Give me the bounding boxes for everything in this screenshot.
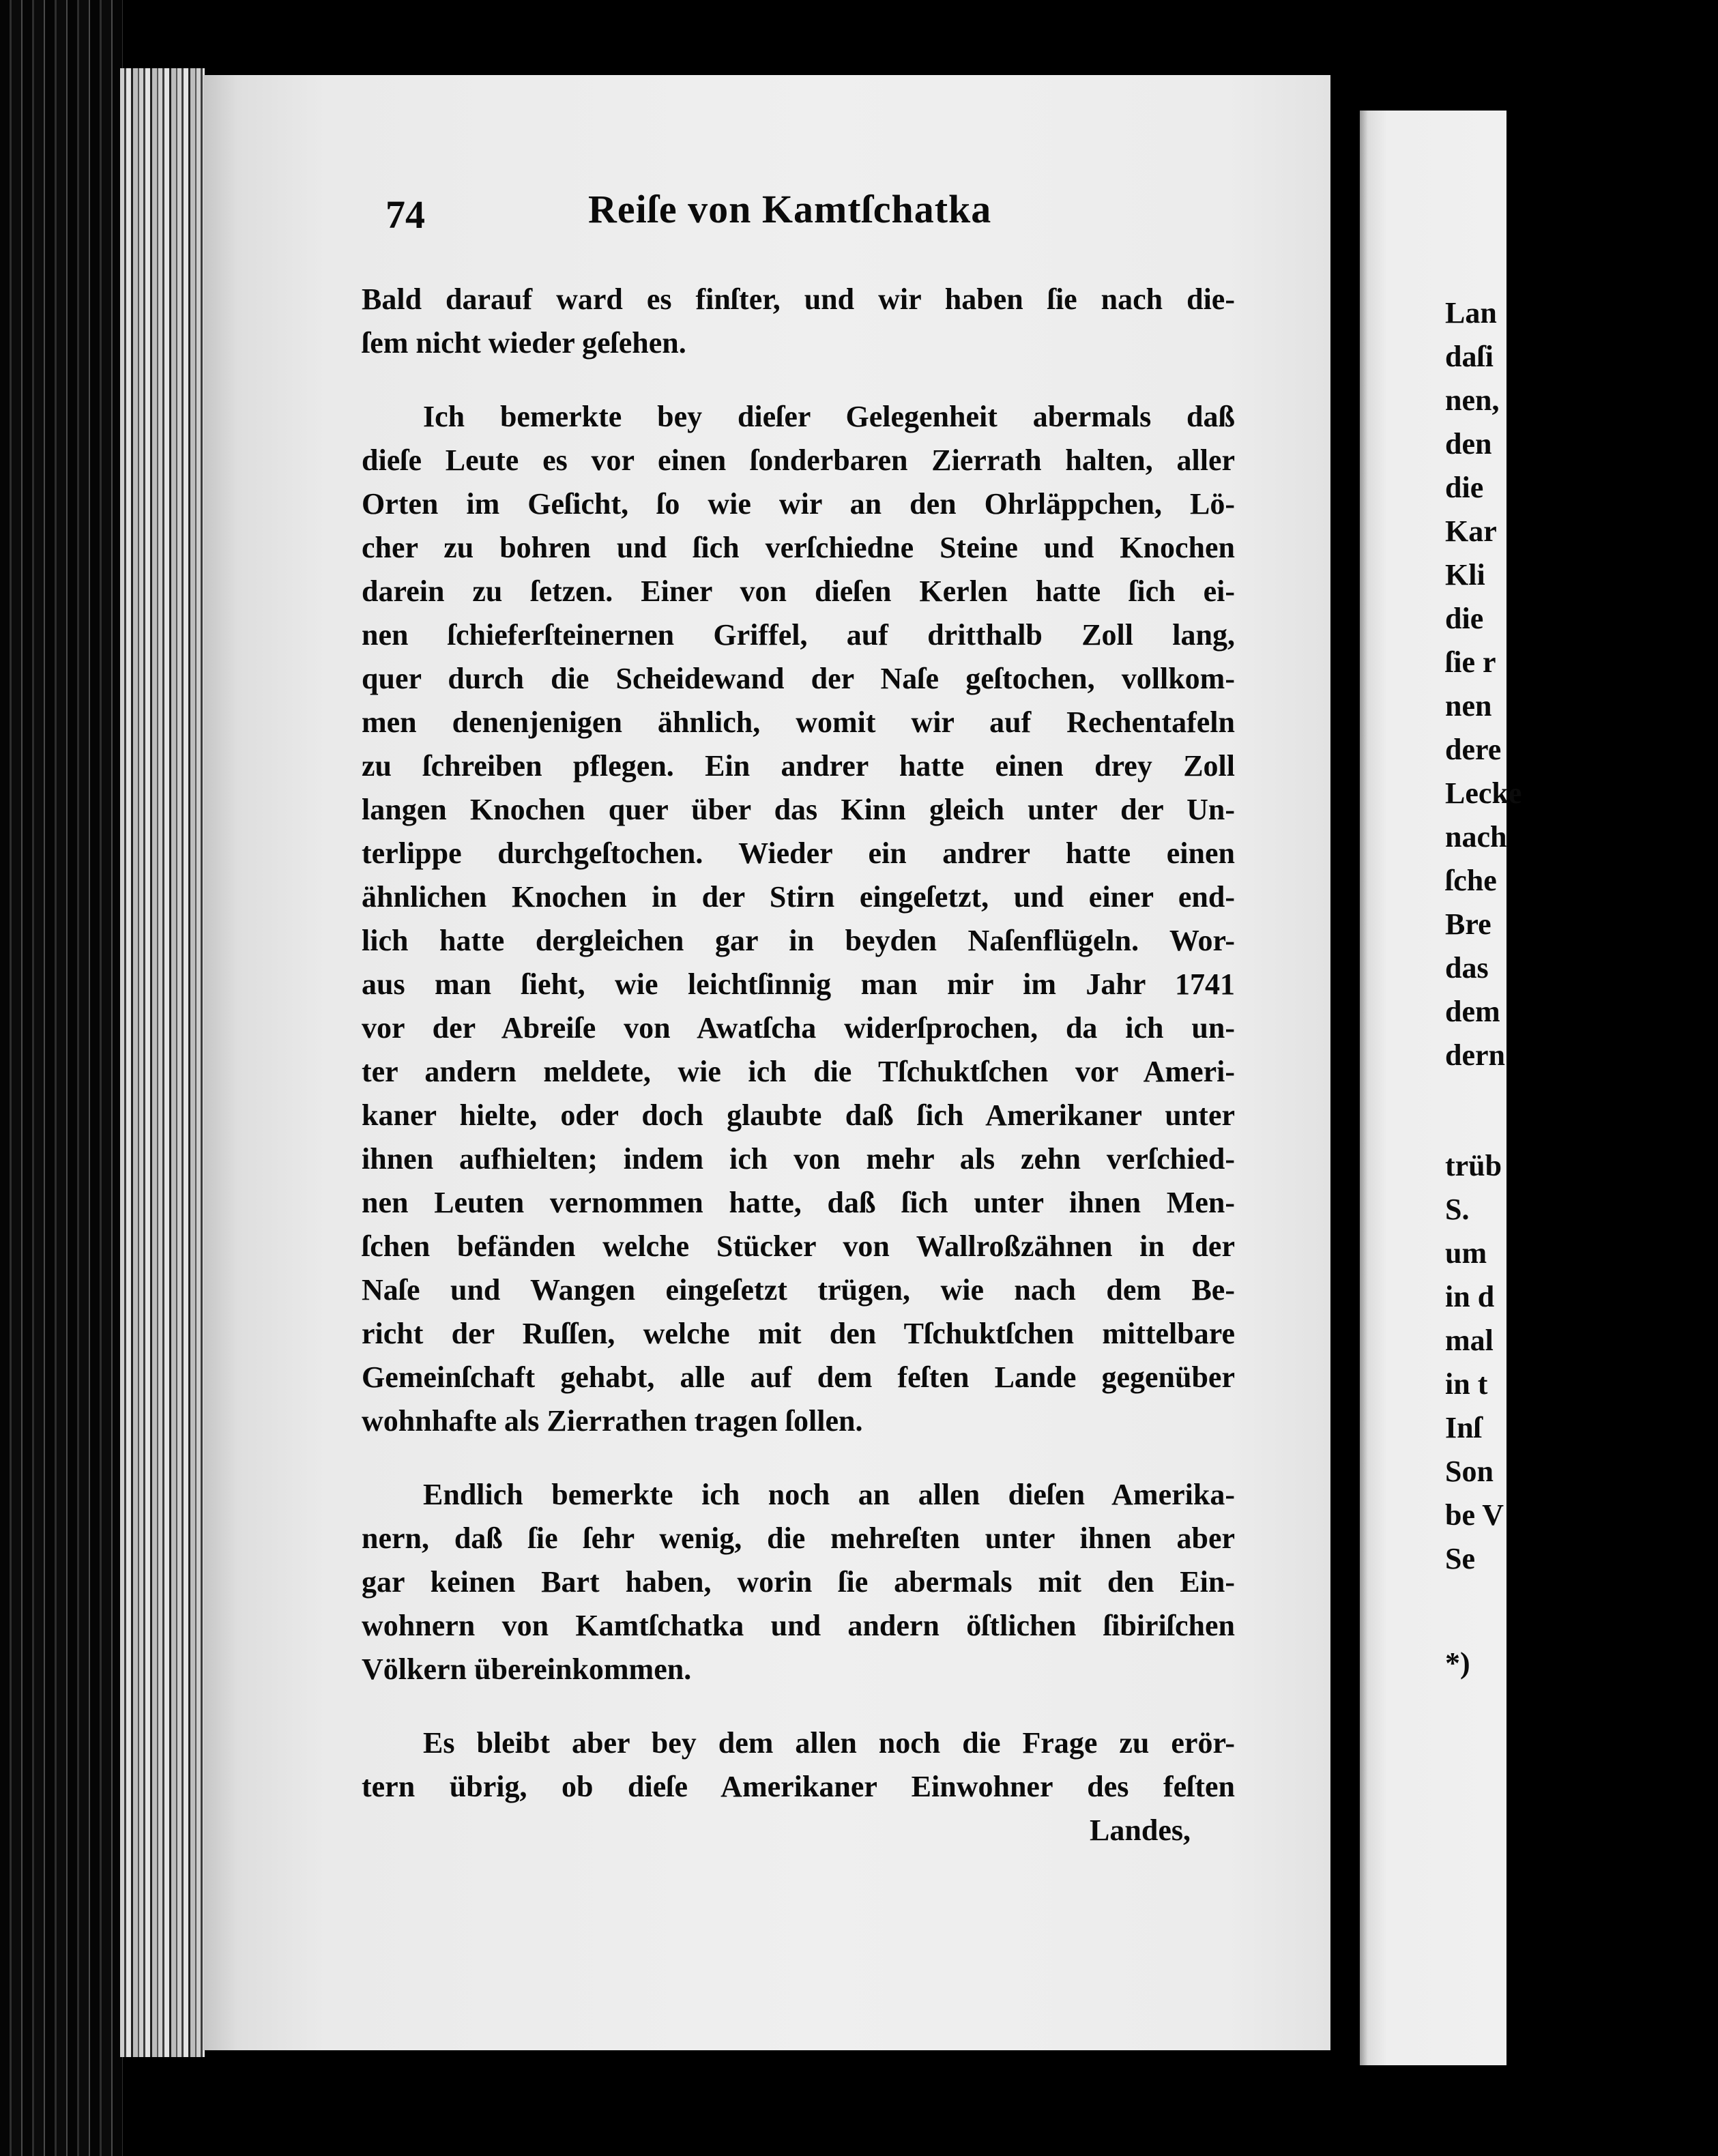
text-line: langen Knochen quer über das Kinn gleich unter der Un- [362, 793, 1235, 826]
text-line: tern übrig, ob dieſe Amerikaner Einwohner des feſten [362, 1770, 1235, 1803]
text-line: vor der Abreiſe von Awatſcha widerſprochen, da ich un- [362, 1011, 1235, 1045]
main-text-block [362, 278, 1235, 1852]
facing-text-line: das [1445, 951, 1489, 985]
facing-text-line: mal [1445, 1324, 1494, 1357]
text-line: wohnern von Kamtſchatka und andern öſtlichen ſibiriſchen [362, 1609, 1235, 1642]
facing-text-line: daſi [1445, 340, 1494, 373]
facing-text-line: nen [1445, 689, 1492, 723]
facing-text-line: Inſ [1445, 1411, 1482, 1444]
facing-page-text [1445, 291, 1718, 1685]
paragraphs [362, 278, 1235, 1809]
page-number: 74 [385, 192, 425, 237]
text-line: Bald darauf ward es finſter, und wir haben ſie nach die- [362, 282, 1235, 316]
facing-text-line: Bre [1445, 907, 1491, 941]
facing-text-line: dem [1445, 995, 1500, 1028]
text-line: darein zu ſetzen. Einer von dieſen Kerlen hatte ſich ei- [362, 574, 1235, 608]
page-edges [120, 68, 205, 2057]
facing-text-line: Son [1445, 1455, 1494, 1488]
text-line: Ich bemerkte bey dieſer Gelegenheit abermals daß [423, 400, 1235, 433]
facing-text-line: dern [1445, 1038, 1505, 1072]
text-line: Es bleibt aber bey dem allen noch die Frage zu erör- [423, 1726, 1235, 1760]
facing-text-line: ſche [1445, 864, 1497, 897]
facing-text-line: den [1445, 427, 1492, 461]
facing-text-line: Lan [1445, 296, 1497, 330]
text-line: quer durch die Scheidewand der Naſe geſtochen, vollkom- [362, 662, 1235, 695]
facing-text-line: be V [1445, 1498, 1504, 1532]
text-line: nen ſchieferſteinernen Griffel, auf dritthalb Zoll lang, [362, 618, 1235, 652]
text-line: dieſe Leute es vor einen ſonderbaren Zierrath halten, aller [362, 443, 1235, 477]
text-line: aus man ſieht, wie leichtſinnig man mir im Jahr 1741 [362, 967, 1235, 1001]
facing-page [1360, 111, 1522, 2065]
text-line: Endlich bemerkte ich noch an allen dieſen Amerika- [423, 1478, 1235, 1511]
running-head: Reiſe von Kamtſchatka [588, 187, 992, 231]
text-line: nern, daß ſie ſehr wenig, die mehreſten unter ihnen aber [362, 1521, 1235, 1555]
facing-text-line: ſie r [1445, 645, 1496, 679]
text-line: ähnlichen Knochen in der Stirn eingeſetzt, und einer end- [362, 880, 1235, 914]
facing-text-line: in d [1445, 1280, 1495, 1313]
facing-line-group [1445, 291, 1718, 1077]
facing-text-line: die [1445, 602, 1484, 635]
paragraph [362, 1473, 1235, 1691]
paragraph [362, 1721, 1235, 1809]
facing-line-group [1445, 1144, 1718, 1581]
text-line: ſem nicht wieder geſehen. [362, 326, 686, 360]
text-line: ihnen aufhielten; indem ich von mehr als zehn verſchied- [362, 1142, 1235, 1176]
facing-text-line: um [1445, 1236, 1487, 1270]
text-line: ter andern meldete, wie ich die Tſchuktſchen vor Ameri- [362, 1055, 1235, 1088]
text-line: Völkern übereinkommen. [362, 1652, 692, 1686]
paragraph [362, 395, 1235, 1443]
facing-text-line: Kli [1445, 558, 1485, 592]
catchword: Landes, [1090, 1813, 1191, 1847]
text-line: kaner hielte, oder doch glaubte daß ſich Amerikaner unter [362, 1098, 1235, 1132]
text-line: Orten im Geſicht, ſo wie wir an den Ohrläppchen, Lö- [362, 487, 1235, 521]
text-line: lich hatte dergleichen gar in beyden Naſenflügeln. Wor- [362, 924, 1235, 957]
text-line: zu ſchreiben pflegen. Ein andrer hatte einen drey Zoll [362, 749, 1235, 783]
facing-text-line: nen, [1445, 383, 1500, 417]
text-line: men denenjenigen ähnlich, womit wir auf Rechentafeln [362, 705, 1235, 739]
facing-text-line: Se [1445, 1542, 1475, 1575]
text-line: wohnhafte als Zierrathen tragen ſollen. [362, 1404, 863, 1438]
facing-line-group [1445, 1642, 1718, 1685]
facing-text-line: nach [1445, 820, 1507, 854]
facing-text-line: in t [1445, 1367, 1488, 1401]
facing-text-line: *) [1445, 1646, 1470, 1680]
text-line: ſchen befänden welche Stücker von Wallroßzähnen in der [362, 1229, 1235, 1263]
facing-text-line: Lecke [1445, 776, 1522, 810]
paragraph [362, 278, 1235, 365]
text-line: nen Leuten vernommen hatte, daß ſich unter ihnen Men- [362, 1186, 1235, 1219]
facing-text-line: Kar [1445, 514, 1497, 548]
facing-text-line: die [1445, 471, 1484, 504]
text-line: richt der Ruſſen, welche mit den Tſchuktſchen mittelbare [362, 1317, 1235, 1350]
text-line: gar keinen Bart haben, worin ſie abermals mit den Ein- [362, 1565, 1235, 1599]
book-binding [0, 0, 123, 2156]
text-line: Naſe und Wangen eingeſetzt trügen, wie nach dem Be- [362, 1273, 1235, 1307]
facing-text-line: S. [1445, 1193, 1470, 1226]
text-line: cher zu bohren und ſich verſchiedne Steine und Knochen [362, 531, 1235, 564]
facing-text-line: dere [1445, 733, 1502, 766]
text-line: Gemeinſchaft gehabt, alle auf dem feſten Lande gegenüber [362, 1360, 1235, 1394]
facing-text-line: trüb [1445, 1149, 1502, 1182]
text-line: terlippe durchgeſtochen. Wieder ein andrer hatte einen [362, 836, 1235, 870]
